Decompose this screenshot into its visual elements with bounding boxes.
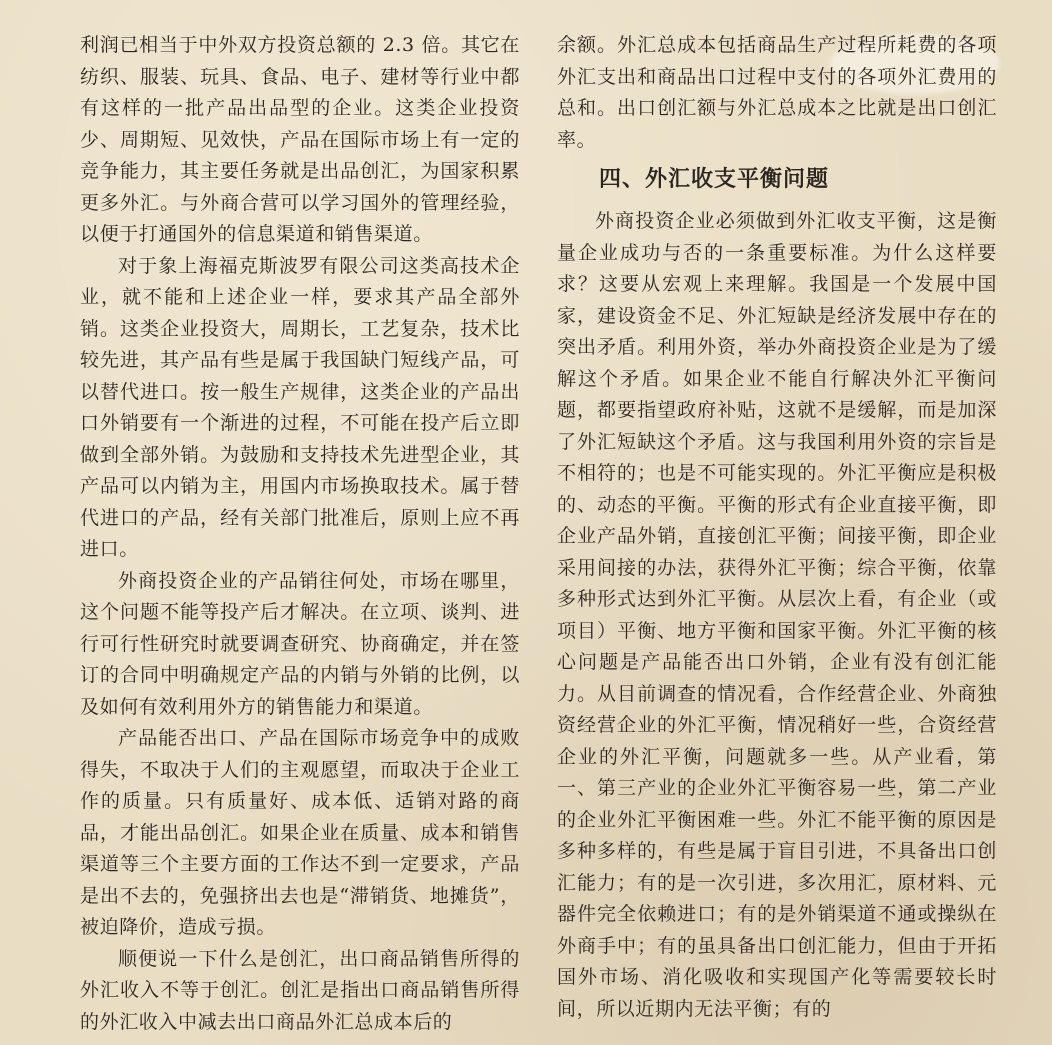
left-paragraph-4: 产品能否出口、产品在国际市场竞争中的成败得失，不取决于人们的主观愿望，而取决于企业工作的质量。只有质量好、成本低、适销对路的商品，才能出品创汇。如果企业在质量、成本和销售渠道等三个主要方面的工作达不到一定要求，产品是出不去的，免强挤出去也是“滞销货、地摊货”，被迫降价，造成亏损。 — [80, 727, 520, 938]
right-paragraph-2: 外商投资企业必须做到外汇收支平衡，这是衡量企业成功与否的一条重要标准。为什么这样要求？这要从宏观上来理解。我国是一个发展中国家，建设资金不足、外汇短缺是经济发展中存在的突出矛盾。利用外资，举办外商投资企业是为了缓解这个矛盾。如果企业不能自行解决外汇平衡问题，都要指望政府补贴，这就不是缓解，而是加深了外汇短缺这个矛盾。这与我国利用外资的宗旨是不相符的；也是不可能实现的。外汇平衡应是积极的、动态的平衡。平衡的形式有企业直接平衡，即企业产品外销，直接创汇平衡；间接平衡，即企业采用间接的办法，获得外汇平衡；综合平衡，依靠多种形式达到外汇平衡。从层次上看，有企业（或项目）平衡、地方平衡和国家平衡。外汇平衡的核心问题是产品能否出口外销，企业有没有创汇能力。从目前调查的情况看，合作经营企业、外商独资经营企业的外汇平衡，情况稍好一些，合资经营企业的外汇平衡，问题就多一些。从产业看，第一、第三产业的企业外汇平衡容易一些，第二产业的企业外汇平衡困难一些。外汇不能平衡的原因是多种多样的，有些是属于盲目引进，不具备出口创汇能力；有的是一次引进，多次用汇，原材料、元器件完全依赖进口；有的是外销渠道不通或操纵在外商手中；有的虽具备出口创汇能力，但由于开拓国外市场、消化吸收和实现国产化等需要较长时间，所以近期内无法平衡；有的 — [557, 210, 997, 1020]
left-paragraph-1: 利润已相当于中外双方投资总额的 2.3 倍。其它在纺织、服装、玩具、食品、电子、建材等行业中都有这样的一批产品出品型的企业。这类企业投资少、周期短、见效快，产品在国际市场上有一定的竞争能力，其主要任务就是出品创汇，为国家积累更多外汇。与外商合营可以学习国外的管理经验，以便于打通国外的信息渠道和销售渠道。 — [80, 34, 520, 245]
right-column — [557, 30, 997, 1025]
left-column — [80, 30, 520, 1038]
section-heading: 四、外汇收支平衡问题 — [599, 167, 830, 192]
left-paragraph-2: 对于象上海福克斯波罗有限公司这类高技术企业，就不能和上述企业一样，要求其产品全部外销。这类企业投资大，周期长，工艺复杂，技术比较先进，其产品有些是属于我国缺门短线产品，可以替代进口。按一般生产规律，这类企业的产品出口外销要有一个渐进的过程，不可能在投产后立即做到全部外销。为鼓励和支持技术先进型企业，其产品可以内销为主，用国内市场换取技术。属于替代进口的产品，经有关部门批准后，原则上应不再进口。 — [80, 254, 520, 560]
left-paragraph-3: 外商投资企业的产品销往何处，市场在哪里，这个问题不能等投产后才解决。在立项、谈判、进行可行性研究时就要调查研究、协商确定，并在签订的合同中明确规定产品的内销与外销的比例，以及如何有效利用外方的销售能力和渠道。 — [80, 569, 520, 718]
right-paragraph-1-continued: 余额。外汇总成本包括商品生产过程所耗费的各项外汇支出和商品出口过程中支付的各项外汇费用的总和。出口创汇额与外汇总成本之比就是出口创汇率。 — [557, 34, 997, 151]
left-paragraph-5: 顺便说一下什么是创汇，出口商品销售所得的外汇收入不等于创汇。创汇是指出口商品销售所得的外汇收入中减去出口商品外汇总成本后的 — [80, 947, 520, 1033]
